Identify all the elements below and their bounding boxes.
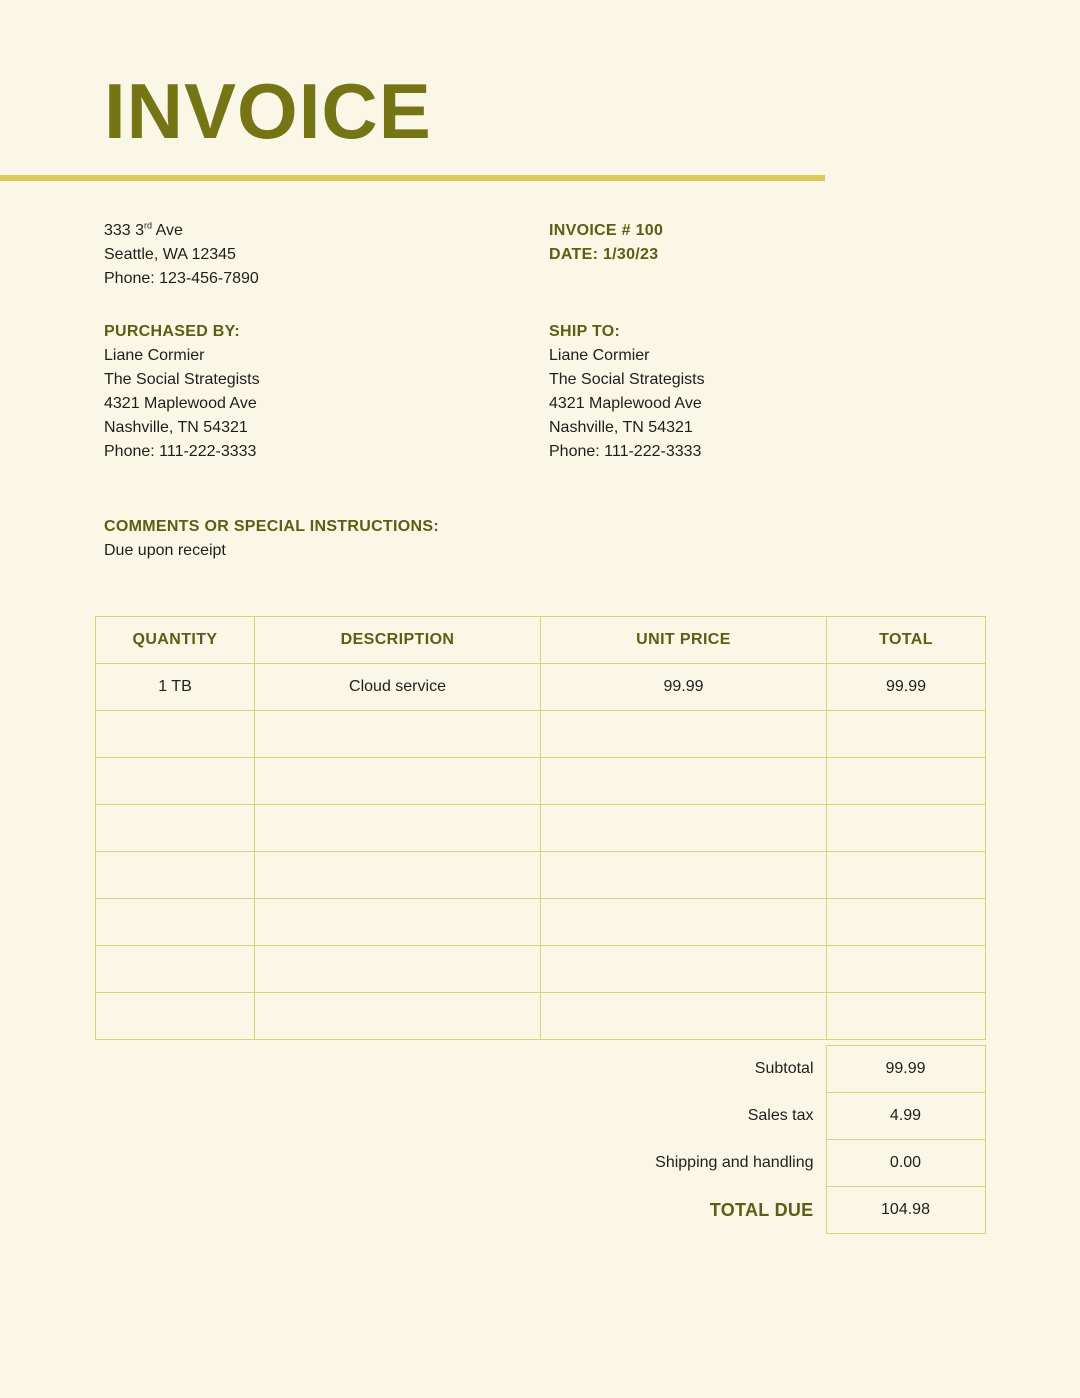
cell-description [255, 711, 541, 758]
cell-quantity [96, 993, 255, 1040]
table-row [96, 899, 986, 946]
subtotal-row [95, 1046, 985, 1093]
cell-unit-price [541, 852, 827, 899]
cell-unit-price [541, 805, 827, 852]
invoice-date: DATE: 1/30/23 [549, 246, 659, 263]
cell-total [827, 852, 986, 899]
ship-to-label: SHIP TO: [549, 323, 621, 340]
invoice-title: INVOICE [104, 67, 432, 155]
cell-description [255, 805, 541, 852]
ship-to-street: 4321 Maplewood Ave [549, 395, 702, 412]
cell-unit-price: 99.99 [541, 664, 827, 711]
seller-street-number: 333 3 [104, 222, 145, 239]
cell-description [255, 946, 541, 993]
sales-tax-value: 4.99 [826, 1093, 985, 1140]
total-due-row [95, 1187, 985, 1234]
cell-description [255, 852, 541, 899]
table-row [96, 758, 986, 805]
shipping-value: 0.00 [826, 1140, 985, 1187]
seller-street [104, 219, 259, 243]
cell-total [827, 899, 986, 946]
cell-description [255, 993, 541, 1040]
header-total: TOTAL [827, 617, 986, 664]
cell-unit-price [541, 899, 827, 946]
header-unit-price: UNIT PRICE [541, 617, 827, 664]
cell-total: 99.99 [827, 664, 986, 711]
table-row [96, 711, 986, 758]
table-row [96, 852, 986, 899]
cell-total [827, 758, 986, 805]
header-quantity: QUANTITY [96, 617, 255, 664]
ship-to-name: Liane Cormier [549, 347, 650, 364]
seller-street-suffix: rd [144, 220, 153, 231]
cell-quantity: 1 TB [96, 664, 255, 711]
seller-street-name: Ave [152, 222, 183, 239]
table-row [96, 664, 986, 711]
ship-to-company: The Social Strategists [549, 371, 705, 388]
comments-text: Due upon receipt [104, 542, 226, 559]
cell-description: Cloud service [255, 664, 541, 711]
seller-address [104, 219, 259, 291]
purchased-by-block [104, 320, 260, 464]
cell-total [827, 711, 986, 758]
invoice-number: INVOICE # 100 [549, 222, 664, 239]
header-description: DESCRIPTION [255, 617, 541, 664]
title-divider [0, 175, 825, 181]
cell-description [255, 899, 541, 946]
cell-quantity [96, 852, 255, 899]
purchased-by-label: PURCHASED BY: [104, 323, 241, 340]
seller-phone: Phone: 123-456-7890 [104, 270, 259, 287]
total-due-label: TOTAL DUE [709, 1199, 814, 1220]
cell-total [827, 993, 986, 1040]
ship-to-phone: Phone: 111-222-3333 [549, 443, 702, 460]
cell-total [827, 946, 986, 993]
comments-block [104, 515, 439, 563]
cell-description [255, 758, 541, 805]
subtotal-label: Subtotal [754, 1060, 814, 1077]
purchased-by-phone: Phone: 111-222-3333 [104, 443, 257, 460]
subtotal-value: 99.99 [826, 1046, 985, 1093]
line-items-table [95, 616, 986, 1040]
cell-quantity [96, 711, 255, 758]
sales-tax-label: Sales tax [747, 1107, 814, 1124]
cell-quantity [96, 899, 255, 946]
table-header-row [96, 617, 986, 664]
purchased-by-street: 4321 Maplewood Ave [104, 395, 257, 412]
seller-city: Seattle, WA 12345 [104, 246, 236, 263]
cell-quantity [96, 758, 255, 805]
total-due-value: 104.98 [826, 1187, 985, 1234]
purchased-by-company: The Social Strategists [104, 371, 260, 388]
cell-total [827, 805, 986, 852]
comments-label: COMMENTS OR SPECIAL INSTRUCTIONS: [104, 518, 439, 535]
cell-unit-price [541, 758, 827, 805]
ship-to-city: Nashville, TN 54321 [549, 419, 693, 436]
purchased-by-city: Nashville, TN 54321 [104, 419, 248, 436]
cell-quantity [96, 946, 255, 993]
shipping-label: Shipping and handling [655, 1154, 814, 1171]
ship-to-block [549, 320, 705, 464]
table-row [96, 946, 986, 993]
cell-quantity [96, 805, 255, 852]
shipping-row [95, 1140, 985, 1187]
cell-unit-price [541, 993, 827, 1040]
purchased-by-name: Liane Cormier [104, 347, 205, 364]
cell-unit-price [541, 711, 827, 758]
totals-table [95, 1045, 986, 1234]
cell-unit-price [541, 946, 827, 993]
table-row [96, 805, 986, 852]
invoice-meta [549, 219, 663, 267]
sales-tax-row [95, 1093, 985, 1140]
table-row [96, 993, 986, 1040]
